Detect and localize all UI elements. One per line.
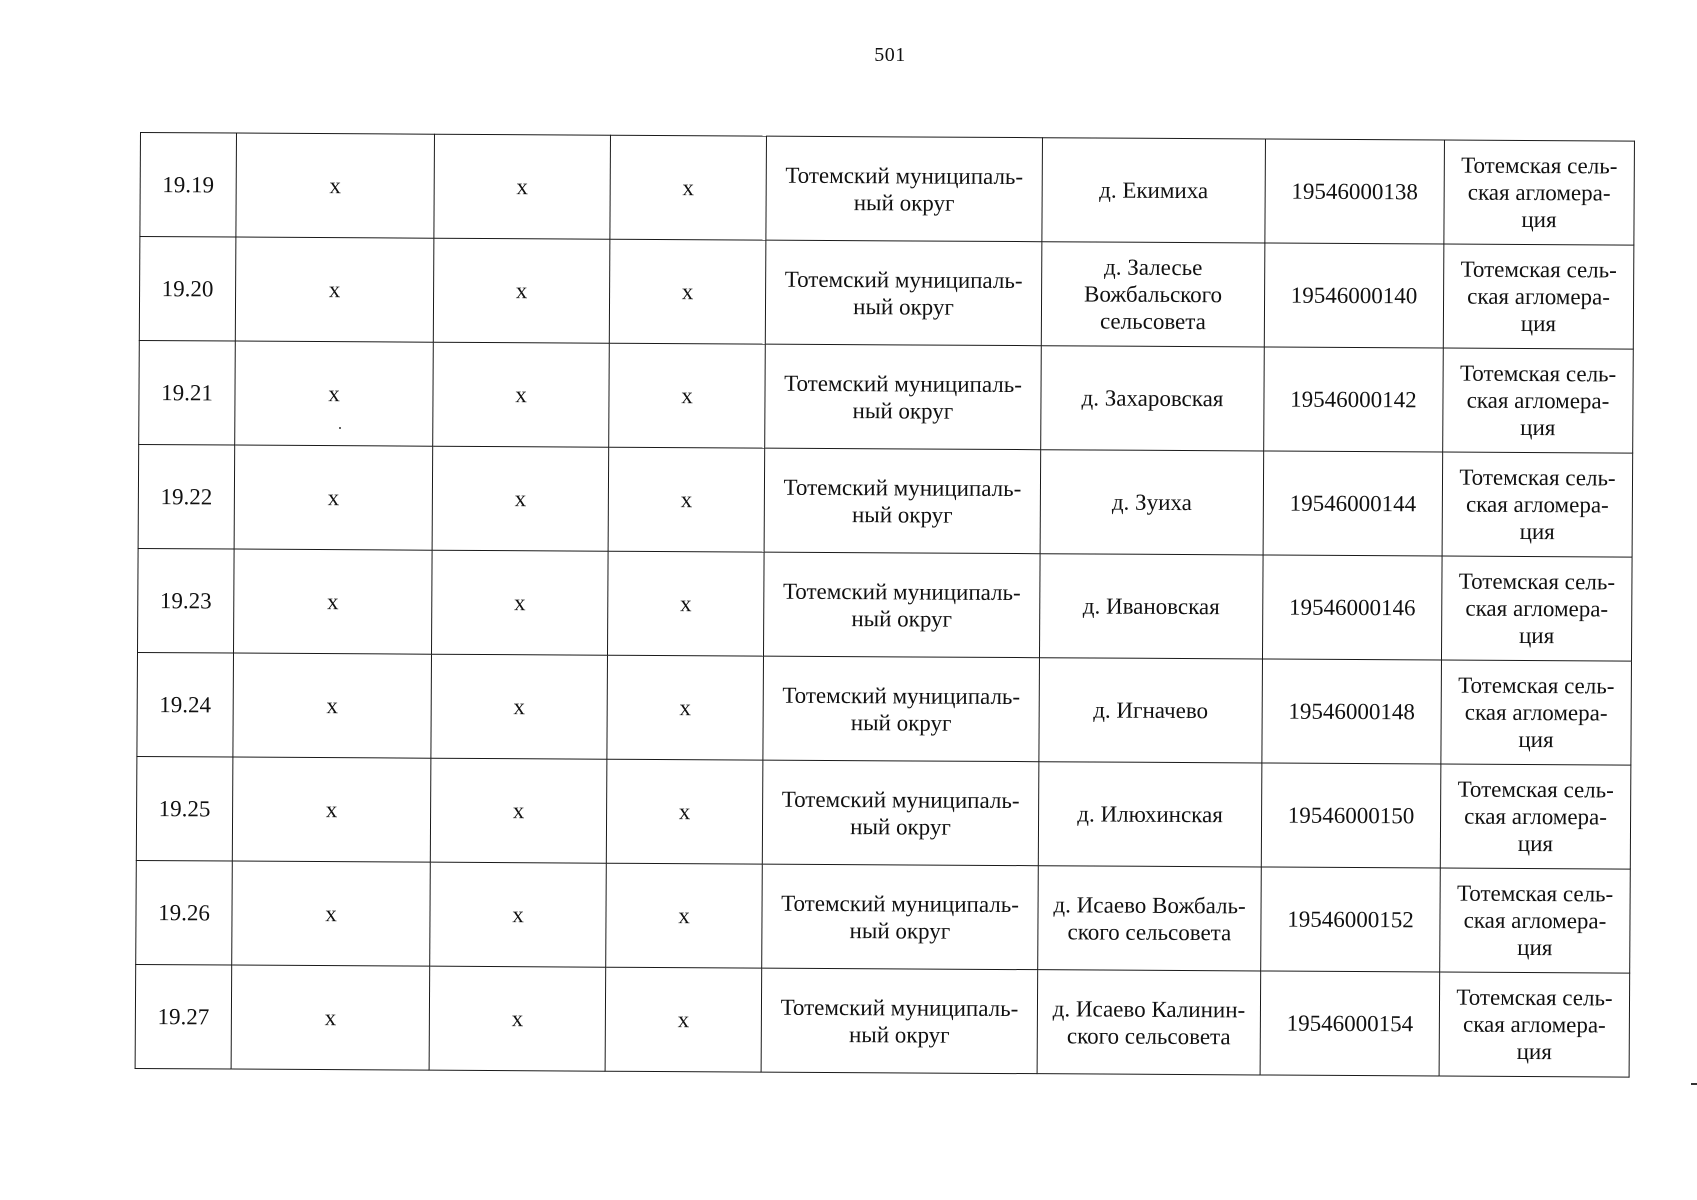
agglomeration-cell: Тотемская сель- ская агломера- ция [1441, 556, 1632, 661]
column-2-cell: х [232, 757, 431, 862]
column-2-cell: х [234, 445, 433, 550]
column-3-cell: х [433, 342, 610, 447]
settlement-cell: д. Илюхинская [1038, 762, 1262, 867]
table-row [139, 340, 1634, 453]
page-number: 501 [874, 44, 906, 66]
district-cell: Тотемский муниципаль- ный округ [763, 552, 1040, 658]
oktmo-code-cell: 19546000148 [1262, 659, 1442, 764]
column-3-cell: х [430, 758, 607, 863]
settlement-cell: д. Исаево Калинин- ского сельсовета [1037, 970, 1261, 1075]
agglomeration-cell: Тотемская сель- ская агломера- ция [1443, 244, 1634, 349]
settlement-cell: д. Залесье Вожбальского сельсовета [1041, 242, 1265, 347]
oktmo-code-cell: 19546000152 [1261, 867, 1441, 972]
table-row [136, 756, 1631, 869]
row-number-cell: 19.22 [138, 444, 235, 549]
district-cell: Тотемский муниципаль- ный округ [761, 968, 1038, 1074]
column-3-cell: х [430, 862, 607, 967]
column-3-cell: х [433, 238, 610, 343]
column-4-cell: х [608, 447, 765, 552]
district-cell: Тотемский муниципаль- ный округ [762, 760, 1039, 866]
settlement-cell: д. Игначево [1039, 658, 1263, 763]
settlement-cell: д. Захаровская [1041, 346, 1265, 451]
column-4-cell: х [607, 551, 764, 656]
settlements-table [135, 132, 1635, 1078]
column-2-cell: х [236, 133, 435, 238]
oktmo-code-cell: 19546000138 [1265, 139, 1445, 244]
column-3-cell: х [432, 446, 609, 551]
table-row [138, 548, 1633, 661]
table-row [139, 237, 1634, 350]
agglomeration-cell: Тотемская сель- ская агломера- ция [1439, 972, 1630, 1077]
scan-speck [339, 427, 341, 429]
row-number-cell: 19.26 [136, 860, 233, 965]
table-row [138, 444, 1633, 557]
table-row [136, 860, 1631, 973]
agglomeration-cell: Тотемская сель- ская агломера- ция [1442, 452, 1633, 557]
column-4-cell: х [610, 135, 767, 240]
row-number-cell: 19.25 [136, 756, 233, 861]
column-4-cell: х [607, 655, 764, 760]
column-3-cell: х [434, 134, 611, 239]
table-row [140, 133, 1635, 246]
settlement-cell: д. Ивановская [1039, 554, 1263, 659]
column-4-cell: х [605, 967, 762, 1072]
table-body [135, 133, 1634, 1078]
agglomeration-cell: Тотемская сель- ская агломера- ция [1444, 140, 1635, 245]
column-2-cell: х [232, 861, 431, 966]
district-cell: Тотемский муниципаль- ный округ [763, 656, 1040, 762]
oktmo-code-cell: 19546000140 [1264, 243, 1444, 348]
column-4-cell: х [609, 343, 766, 448]
agglomeration-cell: Тотемская сель- ская агломера- ция [1440, 868, 1631, 973]
table-row [137, 652, 1632, 765]
oktmo-code-cell: 19546000144 [1263, 451, 1443, 556]
agglomeration-cell: Тотемская сель- ская агломера- ция [1443, 348, 1634, 453]
oktmo-code-cell: 19546000142 [1264, 347, 1444, 452]
district-cell: Тотемский муниципаль- ный округ [762, 864, 1039, 970]
district-cell: Тотемский муниципаль- ный округ [766, 136, 1043, 242]
column-2-cell: х [231, 965, 430, 1070]
oktmo-code-cell: 19546000146 [1262, 555, 1442, 660]
settlement-cell: д. Екимиха [1042, 138, 1266, 243]
row-number-cell: 19.23 [138, 548, 235, 653]
row-number-cell: 19.20 [139, 237, 236, 342]
table-row [135, 964, 1630, 1077]
settlement-cell: д. Зуиха [1040, 450, 1264, 555]
column-4-cell: х [609, 239, 766, 344]
agglomeration-cell: Тотемская сель- ская агломера- ция [1441, 660, 1632, 765]
row-number-cell: 19.27 [135, 964, 232, 1069]
column-4-cell: х [606, 759, 763, 864]
settlements-table-wrapper [135, 132, 1635, 1078]
district-cell: Тотемский муниципаль- ный округ [765, 240, 1042, 346]
settlement-cell: д. Исаево Вожбаль- ского сельсовета [1038, 866, 1262, 971]
row-number-cell: 19.21 [139, 340, 236, 445]
agglomeration-cell: Тотемская сель- ская агломера- ция [1440, 764, 1631, 869]
row-number-cell: 19.19 [140, 133, 237, 238]
column-2-cell: х [235, 341, 434, 446]
edge-mark [1691, 1083, 1697, 1085]
column-2-cell: х [233, 653, 432, 758]
column-3-cell: х [431, 550, 608, 655]
district-cell: Тотемский муниципаль- ный округ [765, 344, 1042, 450]
column-4-cell: х [606, 863, 763, 968]
oktmo-code-cell: 19546000154 [1260, 971, 1440, 1076]
column-2-cell: х [234, 549, 433, 654]
oktmo-code-cell: 19546000150 [1261, 763, 1441, 868]
column-3-cell: х [429, 966, 606, 1071]
district-cell: Тотемский муниципаль- ный округ [764, 448, 1041, 554]
row-number-cell: 19.24 [137, 652, 234, 757]
column-2-cell: х [235, 237, 434, 342]
column-3-cell: х [431, 654, 608, 759]
